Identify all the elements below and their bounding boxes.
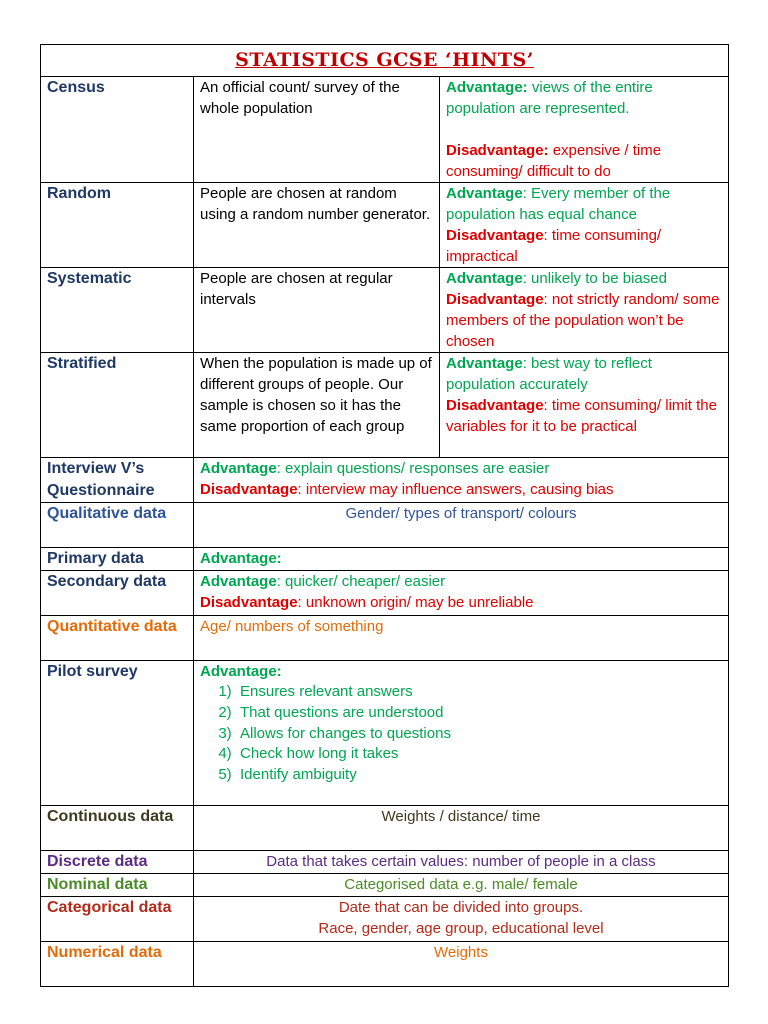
table-row (41, 458, 729, 503)
list-item: 2. That questions are understood (240, 703, 722, 724)
disadvantage-label: Disadvantage (200, 481, 298, 498)
pros-cons-pilot (194, 661, 729, 806)
term-nominal: Nominal data (41, 874, 194, 897)
table-row (41, 353, 729, 458)
pros-cons-systematic (440, 268, 729, 353)
disadvantage-label: Disadvantage: (446, 142, 549, 159)
table-row (41, 77, 729, 183)
disadvantage-text: expensive / time consuming/ difficult to do (446, 142, 662, 180)
table-row (41, 268, 729, 353)
disadvantage-label: Disadvantage (446, 291, 544, 308)
desc-systematic: People are chosen at regular intervals (194, 268, 440, 353)
disadvantage-label: Disadvantage (200, 594, 298, 611)
term-categorical: Categorical data (41, 897, 194, 942)
disadvantage-label: Disadvantage (446, 227, 544, 244)
advantage-label: Advantage (446, 185, 523, 202)
table-row (41, 851, 729, 874)
disadvantage-text: : interview may influence answers, causing bias (297, 481, 614, 498)
pros-cons-random (440, 183, 729, 268)
advantage-label: Advantage (200, 573, 277, 590)
pros-cons-census (440, 77, 729, 183)
page-title: STATISTICS GCSE ‘HINTS’ (41, 45, 729, 77)
advantage-label: Advantage (446, 355, 523, 372)
term-secondary: Secondary data (41, 571, 194, 616)
categorical-line-2: Race, gender, age group, educational level (318, 920, 604, 937)
advantage-text: : unlikely to be biased (522, 270, 667, 287)
term-interview: Interview V’s Questionnaire (41, 458, 194, 503)
table-row (41, 616, 729, 661)
table-row (41, 897, 729, 942)
table-row (41, 874, 729, 897)
term-quantitative: Quantitative data (41, 616, 194, 661)
advantage-text: : Every member of the population has equal chance (446, 185, 671, 223)
pros-cons-stratified (440, 353, 729, 458)
desc-random: People are chosen at random using a random number generator. (194, 183, 440, 268)
desc-discrete: Data that takes certain values: number of people in a class (194, 851, 729, 874)
term-primary: Primary data (41, 548, 194, 571)
term-qualitative: Qualitative data (41, 503, 194, 548)
term-discrete: Discrete data (41, 851, 194, 874)
advantage-text: : explain questions/ responses are easier (276, 460, 550, 477)
disadvantage-text: : time consuming/ impractical (446, 227, 662, 265)
pros-cons-secondary (194, 571, 729, 616)
advantage-primary: Advantage: (194, 548, 729, 571)
list-item: 1. Ensures relevant answers (240, 682, 722, 703)
table-row (41, 806, 729, 851)
disadvantage-text: : unknown origin/ may be unreliable (297, 594, 534, 611)
desc-quantitative: Age/ numbers of something (194, 616, 729, 661)
list-item: 4. Check how long it takes (240, 744, 722, 765)
desc-numerical: Weights (194, 942, 729, 987)
list-item: 3. Allows for changes to questions (240, 724, 722, 745)
advantage-label: Advantage: (446, 79, 528, 96)
term-numerical: Numerical data (41, 942, 194, 987)
term-systematic: Systematic (41, 268, 194, 353)
advantage-label: Advantage (446, 270, 523, 287)
table-row (41, 661, 729, 806)
table-row (41, 942, 729, 987)
term-random: Random (41, 183, 194, 268)
desc-qualitative: Gender/ types of transport/ colours (194, 503, 729, 548)
advantage-label: Advantage: (200, 663, 282, 680)
table-row (41, 571, 729, 616)
categorical-line-1: Date that can be divided into groups. (338, 899, 584, 916)
table-row (41, 183, 729, 268)
table-row (41, 503, 729, 548)
disadvantage-text: : not strictly random/ some members of the population won’t be chosen (446, 291, 720, 350)
term-census: Census (41, 77, 194, 183)
desc-categorical (194, 897, 729, 942)
advantage-label: Advantage (200, 460, 277, 477)
desc-nominal: Categorised data e.g. male/ female (194, 874, 729, 897)
pros-cons-interview (194, 458, 729, 503)
desc-continuous: Weights / distance/ time (194, 806, 729, 851)
disadvantage-text: : time consuming/ limit the variables for it to be practical (446, 397, 717, 435)
advantage-text: views of the entire population are represented. (446, 79, 653, 117)
pilot-advantages-list (200, 682, 722, 786)
advantage-text: : quicker/ cheaper/ easier (276, 573, 446, 590)
term-pilot: Pilot survey (41, 661, 194, 806)
desc-stratified: When the population is made up of different groups of people. Our sample is chosen so it has the same proportion of each group (194, 353, 440, 458)
table-row (41, 548, 729, 571)
term-continuous: Continuous data (41, 806, 194, 851)
disadvantage-label: Disadvantage (446, 397, 544, 414)
desc-census: An official count/ survey of the whole population (194, 77, 440, 183)
hints-table (40, 44, 729, 987)
advantage-text: : best way to reflect population accurately (446, 355, 652, 393)
list-item: 5. Identify ambiguity (240, 765, 722, 786)
term-stratified: Stratified (41, 353, 194, 458)
